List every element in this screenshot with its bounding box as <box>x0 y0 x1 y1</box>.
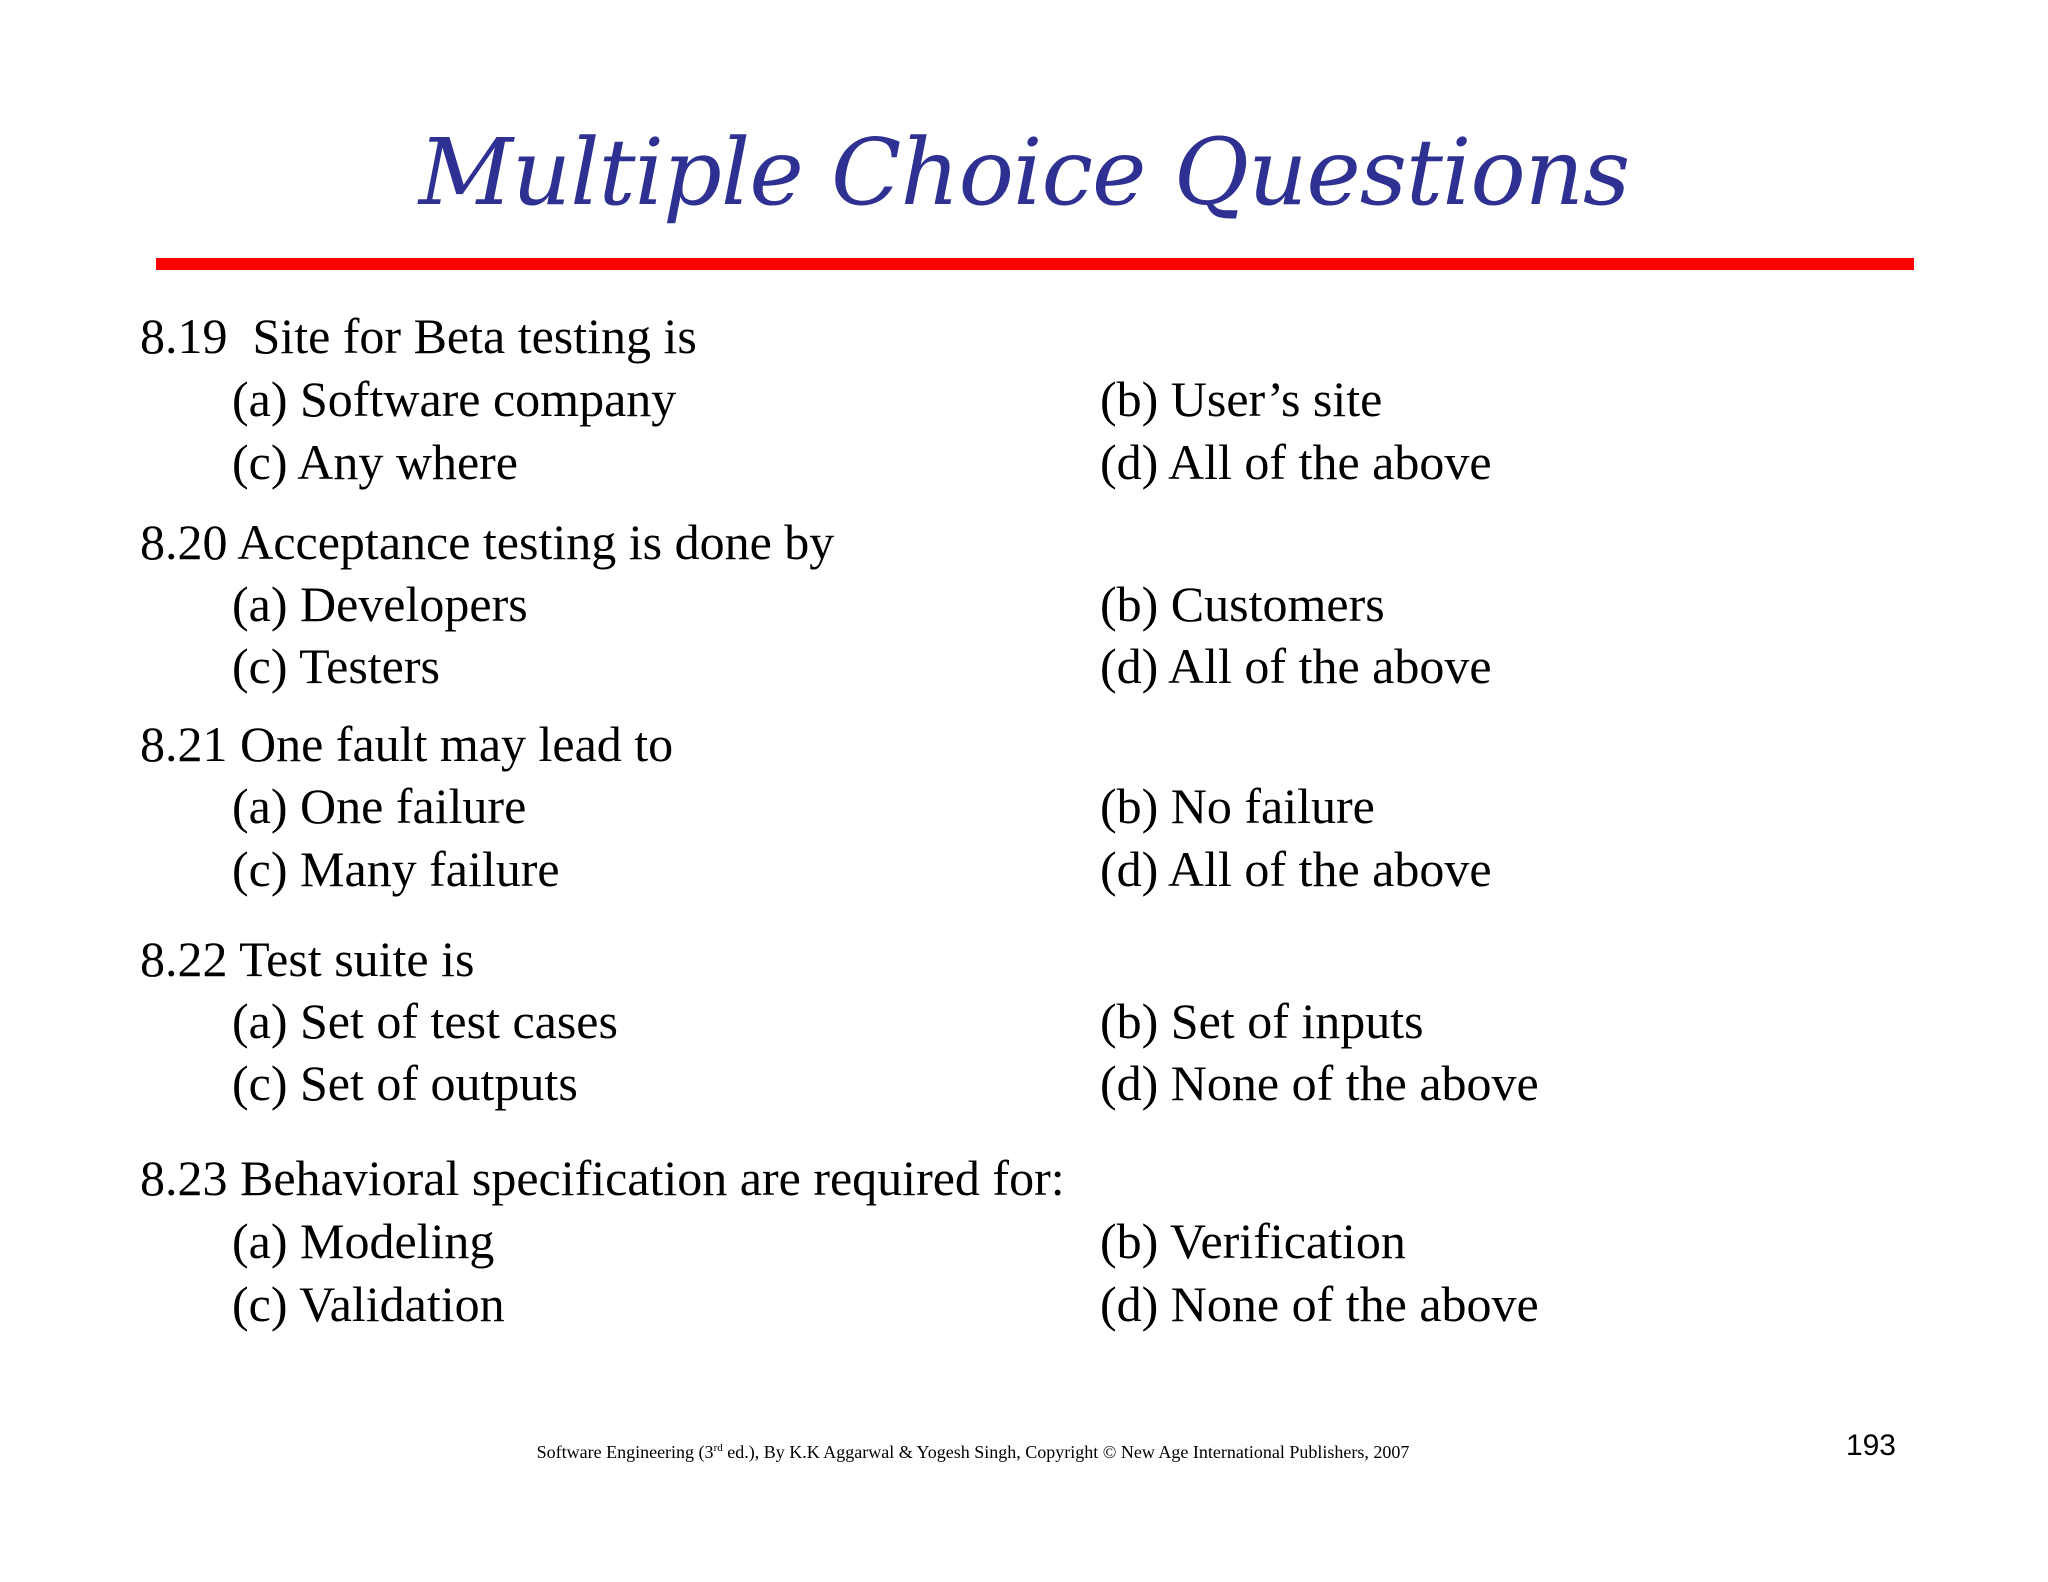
question-stem: 8.22 Test suite is <box>140 931 475 987</box>
option-d: (d) None of the above <box>1100 1055 1539 1111</box>
question-stem: 8.23 Behavioral specification are required for: <box>140 1150 1065 1206</box>
footer-credit-superscript: rd <box>713 1442 723 1454</box>
option-b: (b) User’s site <box>1100 371 1383 427</box>
option-a: (a) Software company <box>232 371 677 427</box>
option-d: (d) All of the above <box>1100 638 1492 694</box>
option-b: (b) Set of inputs <box>1100 993 1424 1049</box>
option-a: (a) Modeling <box>232 1213 495 1269</box>
page-number: 193 <box>1845 1429 1896 1462</box>
option-b: (b) No failure <box>1100 778 1375 834</box>
option-d: (d) All of the above <box>1100 434 1492 490</box>
option-a: (a) Developers <box>232 576 528 632</box>
question-stem: 8.21 One fault may lead to <box>140 716 674 772</box>
option-b: (b) Customers <box>1100 576 1385 632</box>
option-a: (a) Set of test cases <box>232 993 618 1049</box>
footer-credit-start: Software Engineering (3 <box>536 1442 714 1462</box>
option-c: (c) Set of outputs <box>232 1055 578 1111</box>
option-c: (c) Any where <box>232 434 518 490</box>
option-d: (d) All of the above <box>1100 841 1492 897</box>
option-a: (a) One failure <box>232 778 527 834</box>
option-d: (d) None of the above <box>1100 1276 1539 1332</box>
option-c: (c) Many failure <box>232 841 560 897</box>
question-stem: 8.19 Site for Beta testing is <box>140 308 697 364</box>
option-b: (b) Verification <box>1100 1213 1406 1269</box>
option-c: (c) Validation <box>232 1276 505 1332</box>
footer-credit <box>0 1440 1946 1464</box>
option-c: (c) Testers <box>232 638 440 694</box>
slide-title: Multiple Choice Questions <box>418 119 1630 226</box>
title-underline-rule <box>156 258 1914 270</box>
footer-credit-end: ed.), By K.K Aggarwal & Yogesh Singh, Copyright © New Age International Publishers, 2007 <box>722 1442 1410 1462</box>
question-stem: 8.20 Acceptance testing is done by <box>140 514 835 570</box>
